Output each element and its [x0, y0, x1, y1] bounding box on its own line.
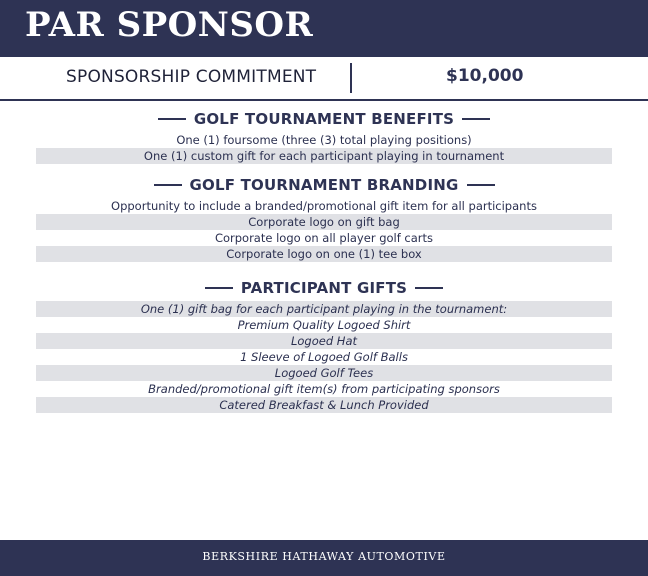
heading-dash-left — [205, 287, 233, 289]
list-item: One (1) foursome (three (3) total playing positions) — [176, 133, 472, 147]
footer-banner — [0, 540, 648, 576]
commitment-row — [0, 57, 648, 99]
list-item: Corporate logo on one (1) tee box — [36, 246, 612, 262]
header-banner — [0, 0, 648, 57]
heading-dash-right — [462, 118, 490, 120]
list-item: Logoed Hat — [36, 333, 612, 349]
commitment-amount: $10,000 — [446, 66, 524, 86]
section-heading-text: GOLF TOURNAMENT BRANDING — [189, 176, 459, 194]
section-heading-text: GOLF TOURNAMENT BENEFITS — [193, 110, 455, 128]
list-item: Catered Breakfast & Lunch Provided — [36, 397, 612, 413]
list-item: One (1) gift bag for each participant playing in the tournament: — [36, 301, 612, 317]
section-heading-text: PARTICIPANT GIFTS — [240, 279, 408, 297]
list-item: 1 Sleeve of Logoed Golf Balls — [240, 350, 408, 364]
section-heading — [0, 108, 648, 130]
commitment-rule — [0, 99, 648, 101]
list-item: Opportunity to include a branded/promotional gift item for all participants — [111, 199, 537, 213]
list-item: Branded/promotional gift item(s) from participating sponsors — [148, 382, 500, 396]
list-item: Corporate logo on gift bag — [36, 214, 612, 230]
list-item: One (1) custom gift for each participant playing in tournament — [36, 148, 612, 164]
list-item: Logoed Golf Tees — [36, 365, 612, 381]
list-item: Premium Quality Logoed Shirt — [237, 318, 411, 332]
footer-brand: BERKSHIRE HATHAWAY AUTOMOTIVE — [202, 550, 446, 563]
heading-dash-right — [467, 184, 495, 186]
commitment-divider — [350, 63, 352, 93]
heading-dash-left — [158, 118, 186, 120]
section-participant-gifts — [0, 277, 648, 413]
section-branding — [0, 174, 648, 262]
section-benefits — [0, 108, 648, 164]
section-heading — [0, 174, 648, 196]
heading-dash-right — [415, 287, 443, 289]
page-title: PAR SPONSOR — [25, 5, 314, 45]
commitment-label: SPONSORSHIP COMMITMENT — [66, 67, 317, 87]
section-heading — [0, 277, 648, 299]
heading-dash-left — [154, 184, 182, 186]
list-item: Corporate logo on all player golf carts — [214, 231, 434, 245]
